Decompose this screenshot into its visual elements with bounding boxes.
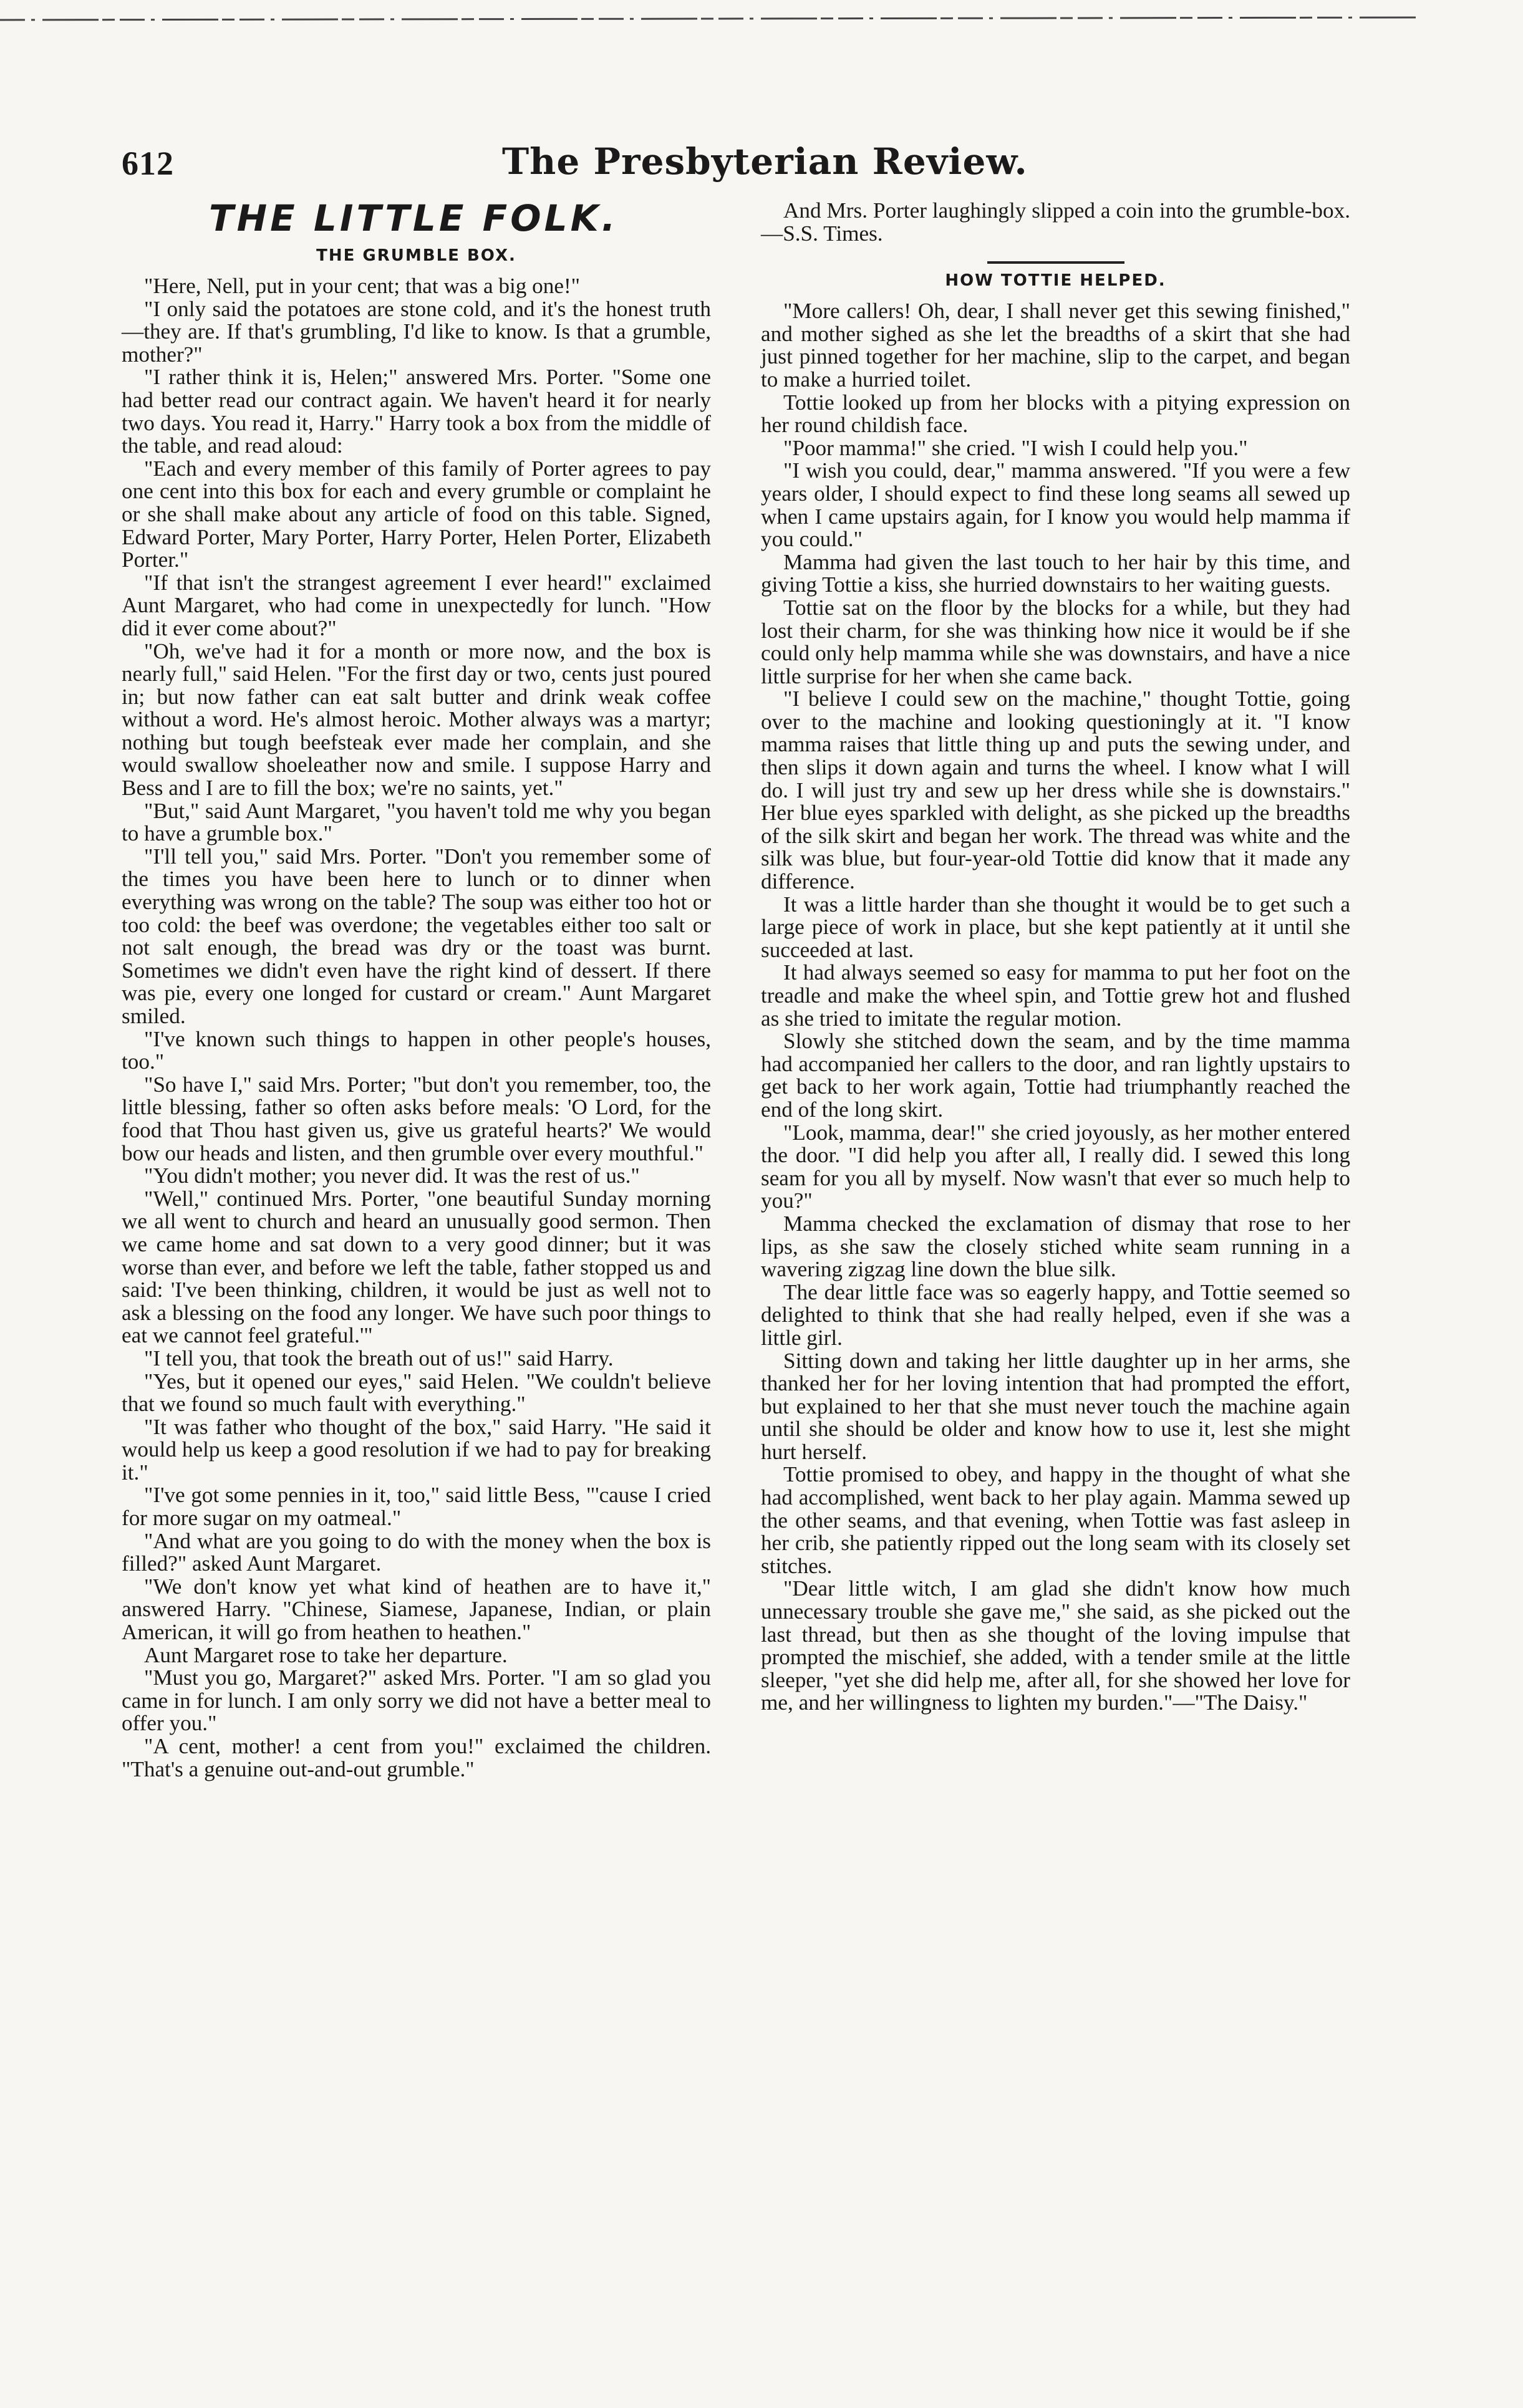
paragraph: Tottie promised to obey, and happy in the thought of what she had accomplished, went back to her play again. Mamma sewed up the other seams, and that evening, when Tottie was fast asleep in her crib, she patiently ripped out the long seam with its closely set stitches. bbox=[761, 1462, 1350, 1578]
paragraph: "I'll tell you," said Mrs. Porter. "Don't you remember some of the times you have been here to lunch or to dinner when everything was wrong on the table? The soup was either too hot or too cold: the beef was overdone; the vegetables either too salt or not salt enough, the bread was dry or the toast was burnt. Sometimes we didn't even have the right kind of dessert. If there was pie, every one longed for custard or cream." Aunt Margaret smiled. bbox=[122, 844, 711, 1028]
paragraph: "Well," continued Mrs. Porter, "one beautiful Sunday morning we all went to church and heard an unusually good sermon. Then we came home and sat down to a very good dinner; but it was worse than ever, and before we left the table, father stopped us and said: 'I've been thinking, children, it would be just as well not to ask a blessing on the food any longer. We have such poor things to eat we cannot feel grateful.'" bbox=[122, 1186, 711, 1348]
paragraph-continued: "A cent, mother! a cent from you!" exclaimed the children. "That's a genuine out-and-out grumble." bbox=[122, 1734, 711, 1781]
paragraph: "But," said Aunt Margaret, "you haven't told me why you began to have a grumble box." bbox=[122, 798, 711, 846]
story-body-grumble-box bbox=[122, 275, 711, 1781]
paragraph: "You didn't mother; you never did. It was the rest of us." bbox=[144, 1163, 640, 1188]
paragraph: "I've known such things to happen in other people's houses, too." bbox=[122, 1026, 711, 1074]
paragraph: "We don't know yet what kind of heathen are to have it," answered Harry. "Chinese, Siamese, Japanese, Indian, or plain American, it will go from heathen to heathen." bbox=[122, 1574, 711, 1645]
paragraph: It was a little harder than she thought it would be to get such a large piece of work in place, but she kept patiently at it until she succeeded at last. bbox=[761, 892, 1350, 962]
story-title-grumble-box: THE GRUMBLE BOX. bbox=[316, 246, 516, 265]
paragraph: Sitting down and taking her little daughter up in her arms, she thanked her for her loving intention that had prompted the effort, but explained to her that she must never touch the machine again until she should be older and know how to use it, lest she might hurt herself. bbox=[761, 1348, 1350, 1464]
paragraph: "Poor mamma!" she cried. "I wish I could help you." bbox=[783, 435, 1248, 460]
paragraph: "So have I," said Mrs. Porter; "but don't you remember, too, the little blessing, father so often asks before meals: 'O Lord, for the food that Thou hast given us, give us grateful hearts?' We would bow our heads and listen, and then grumble over every mouthful." bbox=[122, 1072, 711, 1165]
paragraph: "Oh, we've had it for a month or more now, and the box is nearly full," said Helen. "For the first day or two, cents just poured in; but now father can eat salt butter and drink weak coffee without a word. He's almost heroic. Mother always was a martyr; nothing but tough beefsteak ever made her complain, and she would swallow shoeleather now and smile. I suppose Harry and Bess and I are to fill the box; we're no saints, yet." bbox=[122, 638, 711, 801]
paragraph: The dear little face was so eagerly happy, and Tottie seemed so delighted to think that she had really helped, even if she was a little girl. bbox=[761, 1279, 1350, 1350]
paragraph: "I've got some pennies in it, too," said little Bess, "'cause I cried for more sugar on my oatmeal." bbox=[122, 1483, 711, 1531]
paragraph: And Mrs. Porter laughingly slipped a coin into the grumble-box.—S.S. Times. bbox=[761, 198, 1350, 246]
paragraph: "I only said the potatoes are stone cold, and it's the honest truth—they are. If that's grumbling, I'd like to know. Is that a grumble, mother?" bbox=[122, 296, 711, 367]
paragraph: "Must you go, Margaret?" asked Mrs. Porter. "I am so glad you came in for lunch. I am only sorry we did not have a better meal to offer you." bbox=[122, 1665, 711, 1736]
paragraph: "Yes, but it opened our eyes," said Helen. "We couldn't believe that we found so much fault with everything." bbox=[122, 1369, 711, 1417]
paragraph: Tottie looked up from her blocks with a pitying expression on her round childish face. bbox=[761, 390, 1350, 438]
top-edge-rule bbox=[0, 0, 1523, 31]
section-title: THE LITTLE FOLK. bbox=[209, 197, 619, 239]
paragraph: "Look, mamma, dear!" she cried joyously, as her mother entered the door. "I did help you after all, I really did. I sewed this long seam for you all by myself. Now wasn't that ever so much help to you?" bbox=[761, 1120, 1350, 1213]
right-column bbox=[761, 200, 1350, 1715]
left-column bbox=[122, 196, 711, 1781]
paragraph: "I believe I could sew on the machine," thought Tottie, going over to the machine and looking questioningly at it. "I know mamma raises that little thing up and puts the sewing under, and then slips it down again and turns the wheel. I know what I will do. I will just try and sew up her dress while she is downstairs." Her blue eyes sparkled with delight, as she picked up the breadths of the silk skirt and began her work. The thread was white and the silk was blue, but four-year-old Tottie did know that it made any difference. bbox=[761, 686, 1350, 894]
story-body-tottie bbox=[761, 300, 1350, 1715]
paragraph: It had always seemed so easy for mamma to put her foot on the treadle and make the wheel spin, and Tottie grew hot and flushed as she tried to imitate the regular motion. bbox=[761, 960, 1350, 1031]
paragraph: "Here, Nell, put in your cent; that was a big one!" bbox=[144, 274, 581, 298]
page-header bbox=[122, 140, 1400, 190]
paragraph: "I tell you, that took the breath out of us!" said Harry. bbox=[144, 1346, 614, 1370]
paragraph: Slowly she stitched down the seam, and by the time mamma had accompanied her callers to the door, and ran lightly upstairs to get back to her work again, Tottie had triumphantly reached the end of the long skirt. bbox=[761, 1029, 1350, 1122]
paragraph: "It was father who thought of the box," said Harry. "He said it would help us keep a good resolution if we had to pay for breaking it." bbox=[122, 1414, 711, 1485]
story-title-tottie: HOW TOTTIE HELPED. bbox=[945, 271, 1166, 291]
paragraph: "And what are you going to do with the money when the box is filled?" asked Aunt Margaret. bbox=[122, 1528, 711, 1576]
paragraph: "I rather think it is, Helen;" answered Mrs. Porter. "Some one had better read our contract again. We haven't heard it for nearly two days. You read it, Harry." Harry took a box from the middle of the table, and read aloud: bbox=[122, 365, 711, 458]
paragraph: "Each and every member of this family of Porter agrees to pay one cent into this box for each and every grumble or complaint he or she shall make about any article of food on this table. Signed, Edward Porter, Mary Porter, Harry Porter, Helen Porter, Elizabeth Porter." bbox=[122, 456, 711, 572]
page-number: 612 bbox=[122, 145, 174, 182]
paragraph: "Dear little witch, I am glad she didn't know how much unnecessary trouble she gave me," she said, as she picked out the last thread, but then as she thought of the loving impulse that prompted the mischief, she added, with a tender smile at the little sleeper, "yet she did help me, after all, for she showed her love for me, and her willingness to lighten my burden."—"The Daisy." bbox=[761, 1576, 1350, 1715]
paragraph: Mamma checked the exclamation of dismay that rose to her lips, as she saw the closely stiched white seam running in a wavering zigzag line down the blue silk. bbox=[761, 1211, 1350, 1282]
section-divider bbox=[987, 261, 1124, 264]
paragraph: "I wish you could, dear," mamma answered. "If you were a few years older, I should expect to find these long seams all sewed up when I came upstairs again, for I know you would help mamma if you could." bbox=[761, 458, 1350, 552]
paragraph: Aunt Margaret rose to take her departure. bbox=[144, 1642, 508, 1667]
newspaper-page bbox=[122, 140, 1400, 2385]
paragraph: Mamma had given the last touch to her hair by this time, and giving Tottie a kiss, she hurried downstairs to her waiting guests. bbox=[761, 549, 1350, 597]
paragraph: Tottie sat on the floor by the blocks for a while, but they had lost their charm, for she was thinking how nice it would be if she could only help mamma while she was downstairs, and have a nice little surprise for her when she came back. bbox=[761, 595, 1350, 688]
paragraph: "If that isn't the strangest agreement I ever heard!" exclaimed Aunt Margaret, who had come in unexpectedly for lunch. "How did it ever come about?" bbox=[122, 570, 711, 640]
running-head: The Presbyterian Review. bbox=[502, 140, 1028, 183]
paragraph: "More callers! Oh, dear, I shall never get this sewing finished," and mother sighed as she let the breadths of a skirt that she had just pinned together for her machine, slip to the carpet, and began to make a hurried toilet. bbox=[761, 299, 1350, 392]
